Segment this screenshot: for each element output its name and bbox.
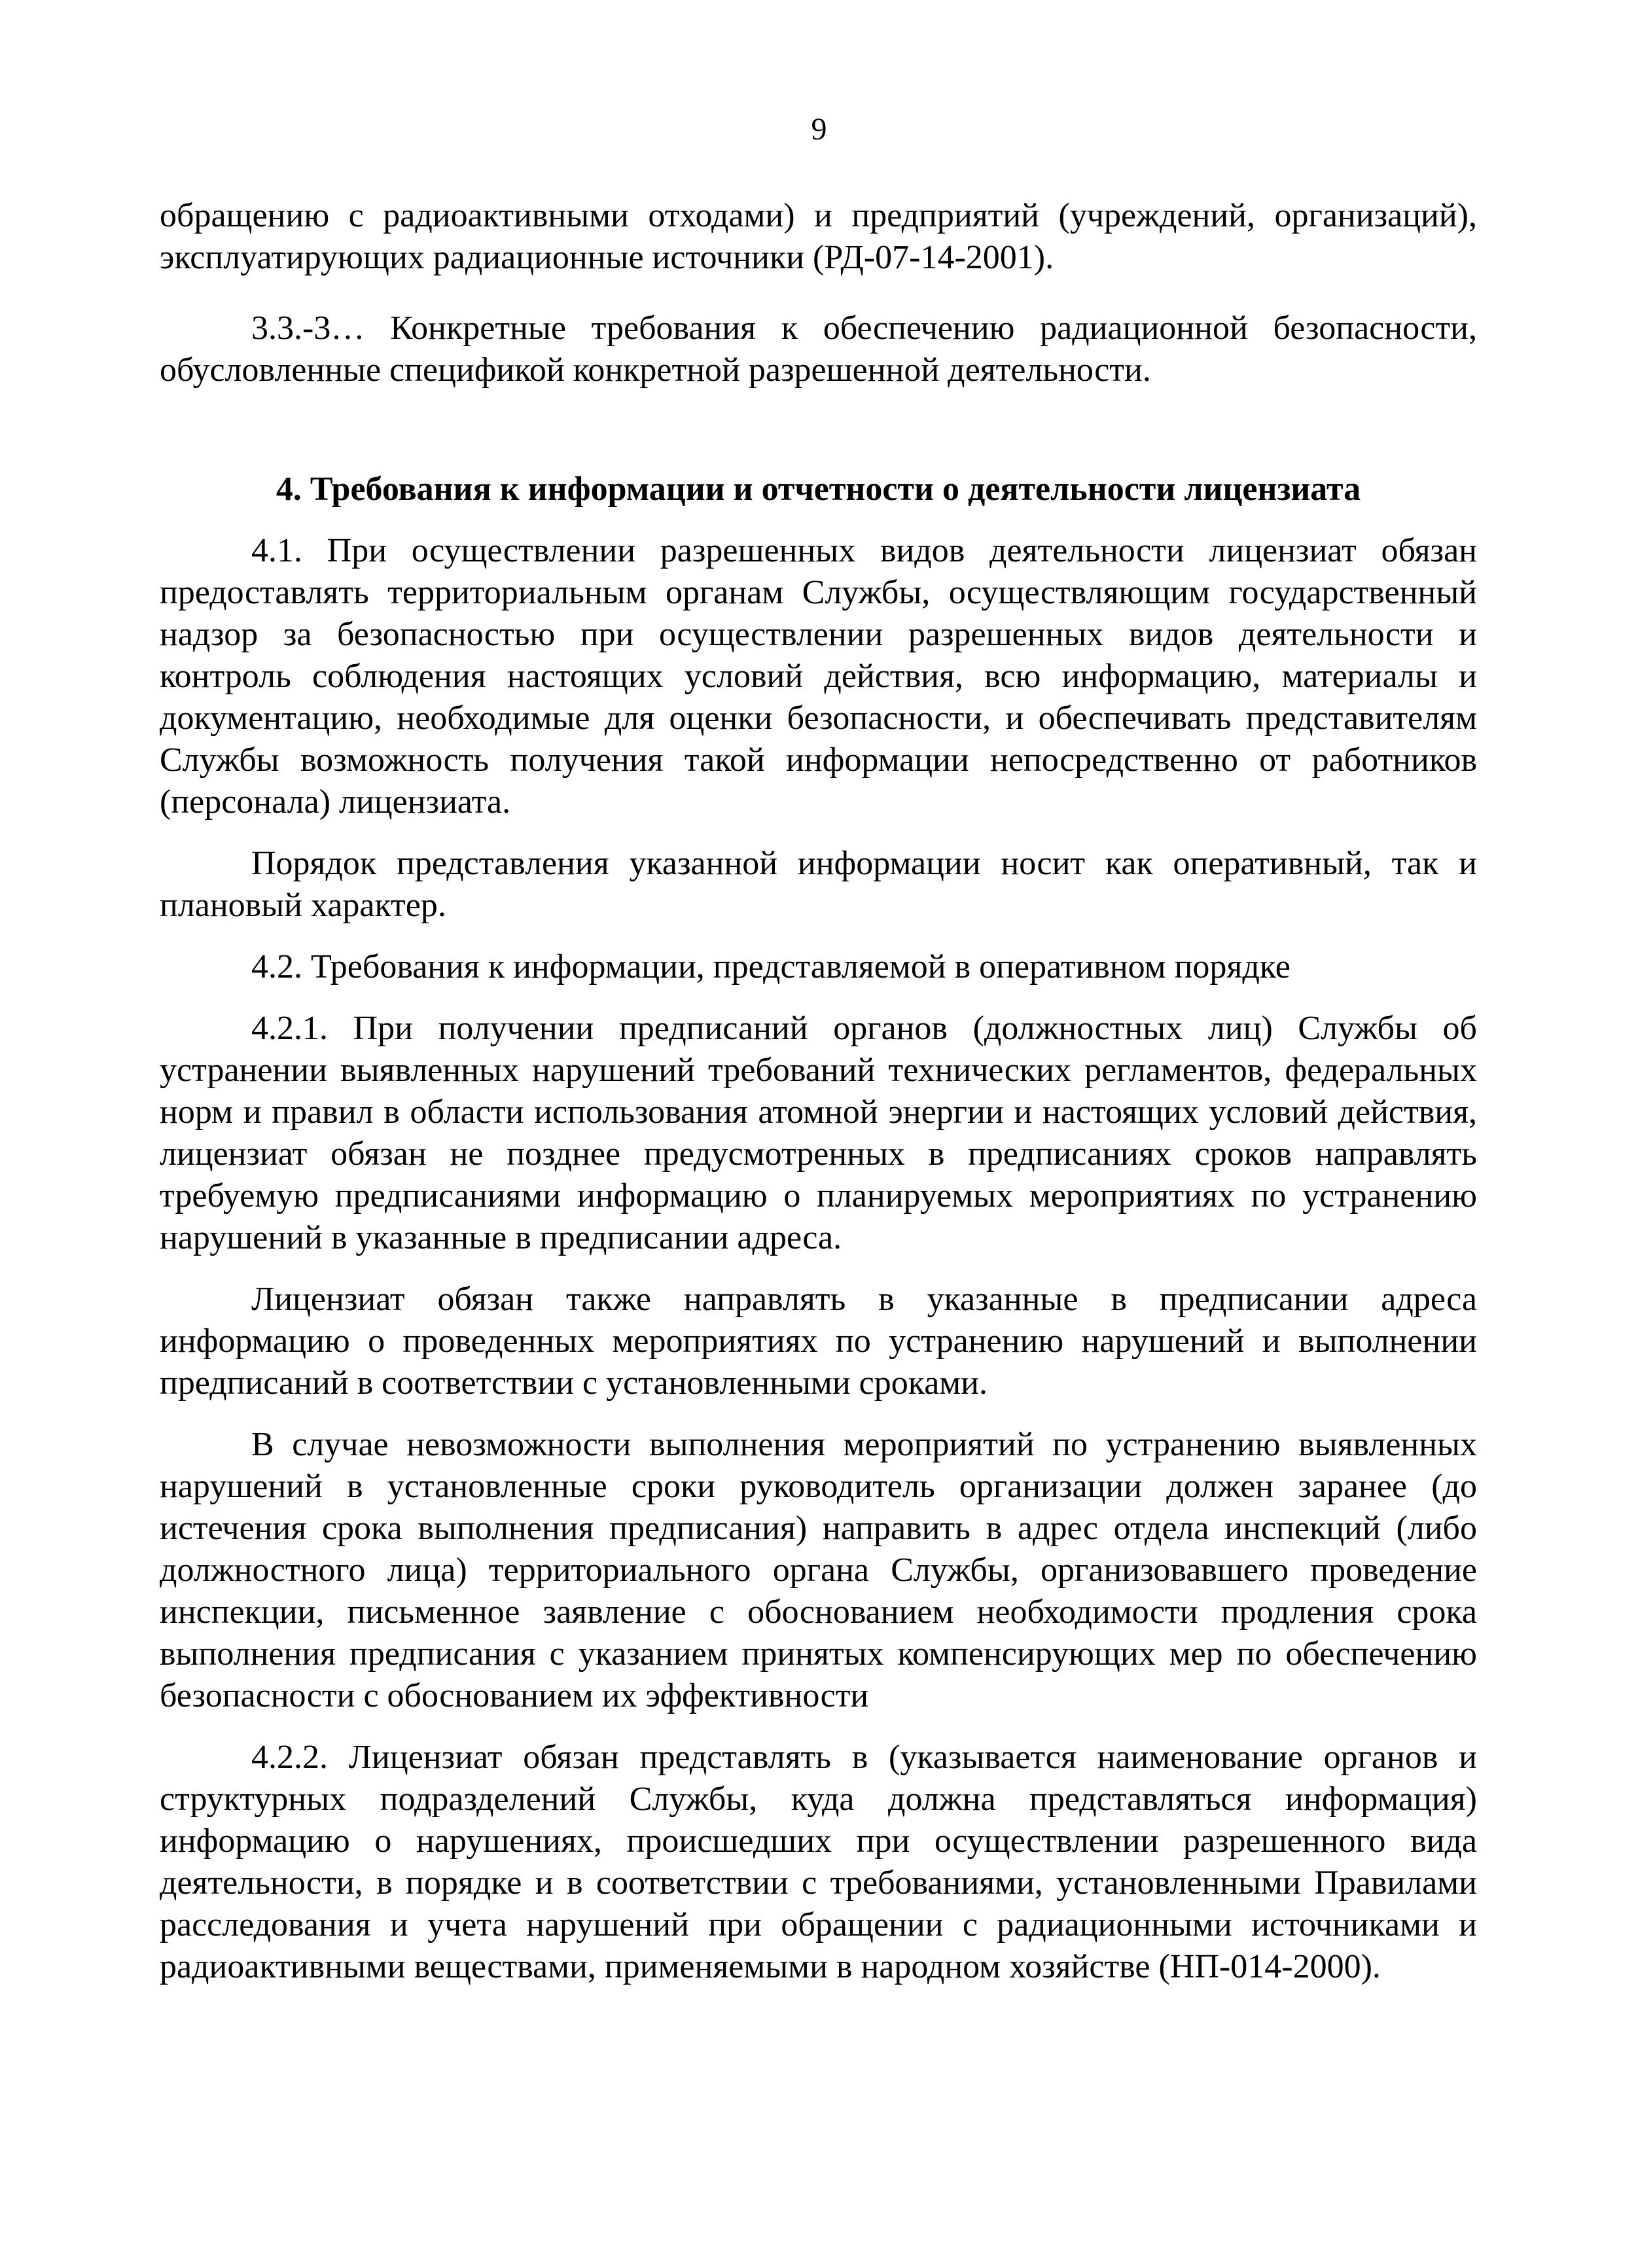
paragraph-order: Порядок представления указанной информации носит как оперативный, так и плановый характер. (160, 845, 1477, 924)
paragraph-impossibility: В случае невозможности выполнения мероприятий по устранению выявленных нарушений в установленные сроки руководитель организации должен заранее (до истечения срока выполнения предписания) направить в адрес отдела инспекций (либо должностного лица) территориального органа Службы, организовавшего проведение инспекции, письменное заявление с обоснованием необходимости продления срока выполнения предписания с указанием принятых компенсирующих мер по обеспечению безопасности с обоснованием их эффективности (160, 1426, 1477, 1714)
paragraph-continuation: обращению с радиоактивными отходами) и предприятий (учреждений, организаций), эксплуатирующих радиационные источники (РД-07-14-2001). (160, 197, 1477, 276)
paragraph-licensee: Лицензиат обязан также направлять в указанные в предписании адреса информацию о проведенных мероприятиях по устранению нарушений и выполнении предписаний в соответствии с установленными сроками. (160, 1281, 1477, 1402)
paragraph-4-2: 4.2. Требования к информации, представляемой в оперативном порядке (251, 948, 1291, 985)
document-body (160, 195, 1477, 1988)
paragraph-4-1: 4.1. При осуществлении разрешенных видов деятельности лицензиат обязан предоставлять территориальным органам Службы, осуществляющим государственный надзор за безопасностью при осуществлении разрешенных видов деятельности и контроль соблюдения настоящих условий действия, всю информацию, материалы и документацию, необходимые для оценки безопасности, и обеспечивать представителям Службы возможность получения такой информации непосредственно от работников (персонала) лицензиата. (160, 532, 1477, 821)
page-number: 9 (811, 112, 827, 147)
paragraph-3-3-3: 3.3.-3… Конкретные требования к обеспечению радиационной безопасности, обусловленные спецификой конкретной разрешенной деятельности. (160, 310, 1477, 389)
section-heading: 4. Требования к информации и отчетности о деятельности лицензиата (276, 470, 1361, 508)
paragraph-4-2-1: 4.2.1. При получении предписаний органов (должностных лиц) Службы об устранении выявленных нарушений требований технических регламентов, федеральных норм и правил в области использования атомной энергии и настоящих условий действия, лицензиат обязан не позднее предусмотренных в предписаниях сроков направлять требуемую предписаниями информацию о планируемых мероприятиях по устранению нарушений в указанные в предписании адреса. (160, 1010, 1477, 1256)
paragraph-4-2-2: 4.2.2. Лицензиат обязан представлять в (указывается наименование органов и структурных подразделений Службы, куда должна представляться информация) информацию о нарушениях, происшедших при осуществлении разрешенного вида деятельности, в порядке и в соответствии с требованиями, установленными Правилами расследования и учета нарушений при обращении с радиационными источниками и радиоактивными веществами, применяемыми в народном хозяйстве (НП-014-2000). (160, 1739, 1477, 1985)
